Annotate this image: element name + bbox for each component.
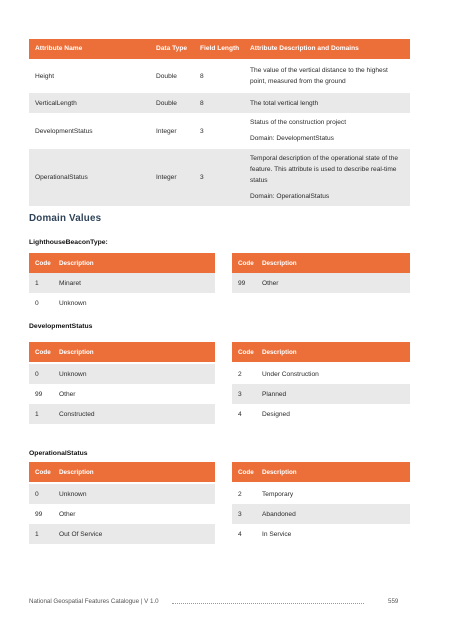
description: Temporary	[262, 490, 294, 498]
domain-table-header	[232, 253, 410, 273]
table-row	[29, 364, 215, 384]
col-attribute-name: Attribute Name	[35, 45, 83, 52]
col-data-type: Data Type	[156, 45, 188, 52]
description: Unknown	[59, 490, 87, 498]
domain-table-header	[232, 342, 410, 362]
table-row	[232, 273, 410, 293]
footer-leader-dots	[172, 603, 364, 604]
domain-table-operational-right	[232, 468, 410, 544]
table-row	[232, 504, 410, 524]
col-description: Attribute Description and Domains	[250, 45, 359, 52]
domain-table-development-left	[29, 348, 215, 424]
description: Unknown	[59, 299, 87, 307]
table-row	[29, 93, 410, 113]
field-length: 3	[200, 127, 204, 135]
code: 4	[238, 530, 242, 538]
description: Out Of Service	[59, 530, 103, 538]
code: 99	[35, 510, 43, 518]
code: 2	[238, 370, 242, 378]
attribute-table	[29, 39, 410, 206]
domain-table-lighthouse-left	[29, 253, 215, 313]
code-header: Code	[238, 468, 254, 476]
code: 99	[35, 390, 43, 398]
data-type: Integer	[156, 174, 177, 181]
description-header: Description	[59, 468, 94, 476]
table-row	[29, 384, 215, 404]
attribute-description	[250, 153, 402, 202]
attribute-name: Height	[35, 72, 55, 80]
code-header: Code	[238, 259, 254, 267]
description-header: Description	[262, 348, 297, 356]
field-length: 8	[200, 99, 204, 107]
description-header: Description	[262, 468, 297, 476]
footer-text: National Geospatial Features Catalogue | V 1.0	[29, 598, 159, 605]
description: Unknown	[59, 370, 87, 378]
description: Abandoned	[262, 510, 296, 518]
domain-table-development-right	[232, 348, 410, 424]
code: 99	[238, 279, 246, 287]
attribute-description: The value of the vertical distance to the highest point, measured from the ground	[250, 67, 388, 85]
attribute-description: The total vertical length	[250, 99, 319, 107]
description: In Service	[262, 530, 292, 538]
description: Designed	[262, 410, 290, 418]
code: 1	[35, 410, 39, 418]
code-header: Code	[35, 348, 51, 356]
data-type: Double	[156, 99, 177, 107]
code: 3	[238, 510, 242, 518]
table-row	[29, 404, 215, 424]
domain-title-operational: OperationalStatus	[29, 450, 88, 457]
domain-title-development: DevelopmentStatus	[29, 323, 93, 330]
code: 0	[35, 299, 39, 307]
description: Under Construction	[262, 370, 319, 378]
attribute-table-header	[29, 39, 410, 59]
domain-reference: Domain: DevelopmentStatus	[250, 135, 334, 142]
table-row	[29, 149, 410, 206]
table-row	[232, 384, 410, 404]
domain-table-operational-left	[29, 468, 215, 544]
attribute-name: DevelopmentStatus	[35, 127, 93, 135]
domain-table-header	[232, 462, 410, 482]
table-row	[232, 524, 410, 544]
domain-table-header	[29, 253, 215, 273]
field-length: 3	[200, 174, 204, 181]
domain-title-lighthouse: LighthouseBeaconType:	[29, 239, 108, 246]
table-row	[232, 364, 410, 384]
description: Other	[59, 390, 76, 398]
table-row	[29, 113, 410, 149]
data-type: Integer	[156, 127, 177, 135]
code: 0	[35, 490, 39, 498]
description: Minaret	[59, 279, 81, 287]
description-header: Description	[262, 259, 297, 267]
attribute-description	[250, 117, 402, 144]
domain-table-lighthouse-right	[232, 253, 410, 293]
data-type: Double	[156, 72, 177, 80]
code: 0	[35, 370, 39, 378]
table-row	[232, 484, 410, 504]
page-number: 559	[388, 598, 399, 605]
section-title: Domain Values	[29, 213, 102, 224]
table-row	[29, 504, 215, 524]
table-row	[29, 524, 215, 544]
code: 2	[238, 490, 242, 498]
domain-table-header	[29, 342, 215, 362]
code-header: Code	[35, 259, 51, 267]
col-field-length: Field Length	[200, 45, 240, 52]
description: Other	[59, 510, 76, 518]
table-row	[29, 484, 215, 504]
code: 4	[238, 410, 242, 418]
attribute-name: OperationalStatus	[35, 174, 88, 181]
description: Other	[262, 279, 279, 287]
description-header: Description	[59, 348, 94, 356]
code: 1	[35, 530, 39, 538]
code-header: Code	[238, 348, 254, 356]
attribute-name: VerticalLength	[35, 99, 77, 107]
field-length: 8	[200, 72, 204, 80]
table-row	[29, 59, 410, 93]
description-text: Status of the construction project	[250, 119, 347, 126]
domain-table-header	[29, 462, 215, 482]
description: Planned	[262, 390, 287, 398]
domain-reference: Domain: OperationalStatus	[250, 193, 330, 200]
table-row	[29, 273, 215, 293]
code: 1	[35, 279, 39, 287]
table-row	[232, 404, 410, 424]
description: Constructed	[59, 410, 95, 418]
table-row	[29, 293, 215, 313]
code-header: Code	[35, 468, 51, 476]
code: 3	[238, 390, 242, 398]
description-text: Temporal description of the operational state of the feature. This attribute is used to describe real-time status	[250, 155, 399, 184]
description-header: Description	[59, 259, 94, 267]
